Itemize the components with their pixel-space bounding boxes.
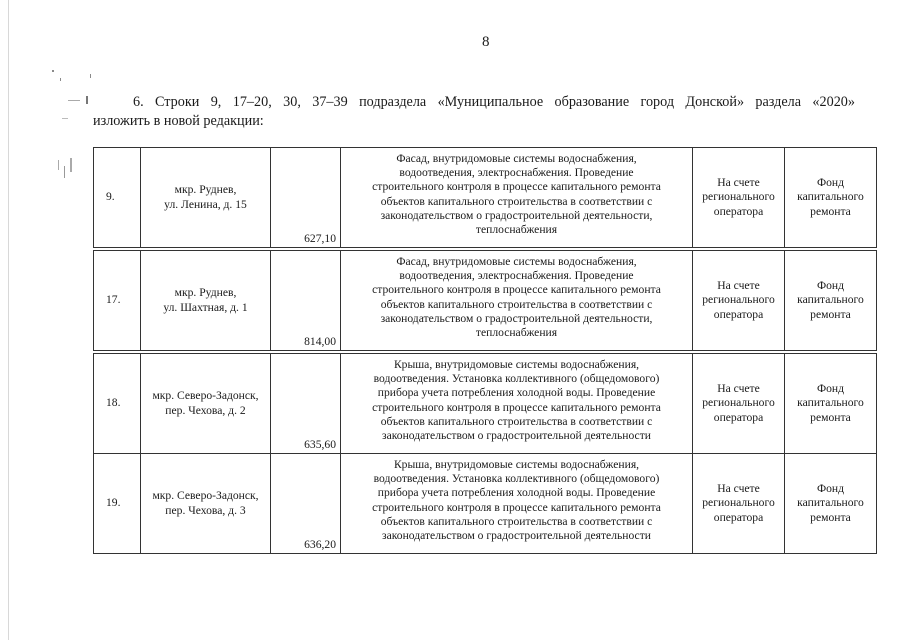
fund-line: ремонта xyxy=(810,410,851,424)
row-description xyxy=(341,251,693,351)
source-line: регионального xyxy=(702,396,775,410)
description-line: прибора учета потребления холодной воды. Проведение xyxy=(377,386,656,400)
description-line: водоотведения, электроснабжения. Проведение xyxy=(399,269,634,283)
row-fund xyxy=(785,454,877,554)
scan-artifact xyxy=(86,96,88,104)
fund-line: Фонд xyxy=(816,482,845,496)
row-cost: 627,10 xyxy=(271,148,341,248)
description-line: теплоснабжения xyxy=(475,326,558,340)
scan-artifact xyxy=(90,74,91,78)
fund-line: капитального xyxy=(797,190,864,204)
description-line: законодательством о градостроительной деятельности, xyxy=(380,208,653,222)
row-address xyxy=(141,148,271,248)
description-line: строительного контроля в процессе капитального ремонта xyxy=(372,283,661,297)
description-line: законодательством о градостроительной деятельности xyxy=(382,529,651,543)
row-description xyxy=(341,354,693,454)
fund-line: ремонта xyxy=(810,307,851,321)
source-line: На счете xyxy=(717,382,760,396)
scan-artifact xyxy=(52,70,54,72)
description-line: строительного контроля в процессе капитального ремонта xyxy=(372,180,661,194)
row-fund xyxy=(785,148,877,248)
row-address xyxy=(141,454,271,554)
fund-line: капитального xyxy=(797,496,864,510)
scan-artifact xyxy=(68,100,80,101)
description-line: Крыша, внутридомовые системы водоснабжения, xyxy=(393,358,640,371)
scan-artifact xyxy=(64,166,65,178)
row-fund xyxy=(785,354,877,454)
row-number: 18. xyxy=(94,354,141,454)
description-line: объектов капитального строительства в соответствии с xyxy=(380,514,653,528)
scan-artifact xyxy=(58,160,59,170)
description-line: Фасад, внутридомовые системы водоснабжения, xyxy=(396,152,637,165)
description-line: законодательством о градостроительной деятельности, xyxy=(380,311,653,325)
fund-line: ремонта xyxy=(810,204,851,218)
description-line: законодательством о градостроительной деятельности xyxy=(382,429,651,443)
intro-paragraph xyxy=(93,93,855,131)
row-number: 17. xyxy=(94,251,141,351)
row-funding-source xyxy=(693,354,785,454)
fund-line: капитального xyxy=(797,293,864,307)
row-number: 9. xyxy=(94,148,141,248)
source-line: На счете xyxy=(717,482,760,496)
intro-line-1: 6. Строки 9, 17–20, 30, 37–39 подраздела «Муниципальное образование город Донской» раздела «2020» xyxy=(133,94,855,110)
row-cost: 814,00 xyxy=(271,251,341,351)
row-fund xyxy=(785,251,877,351)
table-row xyxy=(94,354,877,454)
table-row xyxy=(94,251,877,351)
fund-line: ремонта xyxy=(810,510,851,524)
description-line: строительного контроля в процессе капитального ремонта xyxy=(372,400,661,414)
address-line: пер. Чехова, д. 2 xyxy=(165,403,246,417)
row-cost: 635,60 xyxy=(271,354,341,454)
table-row xyxy=(94,454,877,554)
fund-line: капитального xyxy=(797,396,864,410)
fund-line: Фонд xyxy=(816,279,845,293)
scan-artifact xyxy=(8,0,9,640)
row-number: 19. xyxy=(94,454,141,554)
address-line: мкр. Северо-Задонск, xyxy=(152,489,259,503)
row-funding-source xyxy=(693,148,785,248)
source-line: регионального xyxy=(702,496,775,510)
source-line: оператора xyxy=(713,510,764,524)
description-line: Фасад, внутридомовые системы водоснабжения, xyxy=(396,255,637,268)
description-line: водоотведения. Установка коллективного (общедомового) xyxy=(373,372,660,386)
source-line: На счете xyxy=(717,279,760,293)
fund-line: Фонд xyxy=(816,382,845,396)
row-funding-source xyxy=(693,251,785,351)
description-line: водоотведения, электроснабжения. Проведение xyxy=(399,166,634,180)
source-line: оператора xyxy=(713,307,764,321)
intro-line-2: изложить в новой редакции: xyxy=(93,113,264,129)
row-funding-source xyxy=(693,454,785,554)
description-line: Крыша, внутридомовые системы водоснабжения, xyxy=(393,458,640,471)
row-description xyxy=(341,148,693,248)
works-table xyxy=(93,147,877,554)
scan-artifact xyxy=(62,118,68,119)
source-line: оператора xyxy=(713,410,764,424)
row-cost: 636,20 xyxy=(271,454,341,554)
address-line: ул. Ленина, д. 15 xyxy=(164,197,247,211)
description-line: объектов капитального строительства в соответствии с xyxy=(380,414,653,428)
description-line: прибора учета потребления холодной воды. Проведение xyxy=(377,486,656,500)
table-row xyxy=(94,148,877,248)
row-address xyxy=(141,354,271,454)
description-line: строительного контроля в процессе капитального ремонта xyxy=(372,500,661,514)
address-line: мкр. Северо-Задонск, xyxy=(152,389,259,403)
row-description xyxy=(341,454,693,554)
description-line: водоотведения. Установка коллективного (общедомового) xyxy=(373,472,660,486)
description-line: объектов капитального строительства в соответствии с xyxy=(380,194,653,208)
source-line: На счете xyxy=(717,176,760,190)
row-address xyxy=(141,251,271,351)
address-line: мкр. Руднев, xyxy=(174,286,237,300)
source-line: регионального xyxy=(702,293,775,307)
page-number: 8 xyxy=(482,34,490,50)
source-line: оператора xyxy=(713,204,764,218)
source-line: регионального xyxy=(702,190,775,204)
scan-artifact xyxy=(60,78,61,81)
description-line: объектов капитального строительства в соответствии с xyxy=(380,297,653,311)
address-line: ул. Шахтная, д. 1 xyxy=(163,300,248,314)
description-line: теплоснабжения xyxy=(475,223,558,237)
scan-artifact xyxy=(70,158,72,172)
address-line: пер. Чехова, д. 3 xyxy=(165,503,246,517)
address-line: мкр. Руднев, xyxy=(174,183,237,197)
fund-line: Фонд xyxy=(816,176,845,190)
